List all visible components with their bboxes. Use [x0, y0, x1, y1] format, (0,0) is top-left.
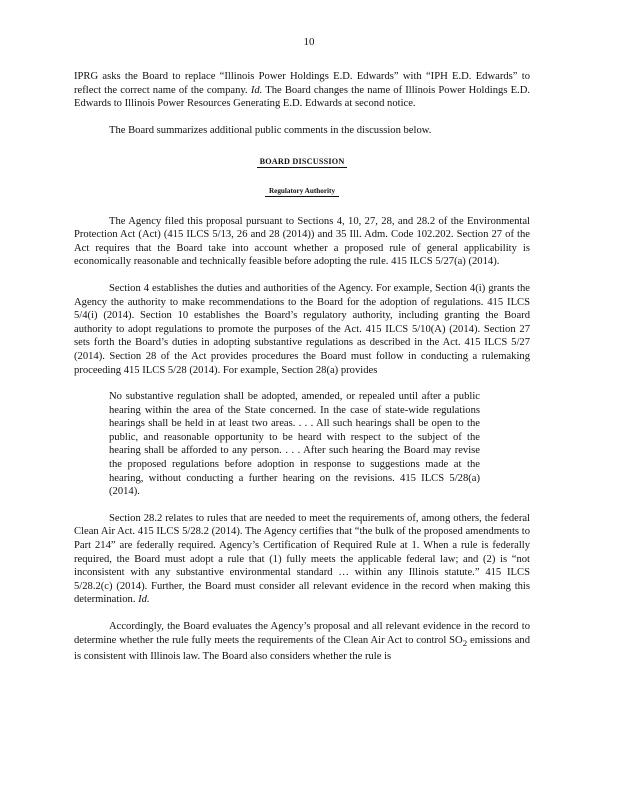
subheading-text: Regulatory Authority [265, 187, 339, 197]
subscript-2: 2 [462, 637, 468, 648]
paragraph-text: IPRG asks the Board to replace “Illinois Power Holdings E.D. Edwards” with “IPH E.D. Edwards” to reflect the correct name of the company. [74, 71, 530, 96]
subsection-heading [74, 185, 530, 199]
paragraph-iprg-request [74, 70, 530, 111]
paragraph-text: The Board changes the name of Illinois Power Holdings E.D. Edwards to Illinois Power Resources Generating E.D. Edwards at second notice. [74, 84, 530, 110]
heading-text: BOARD DISCUSSION [257, 157, 348, 168]
citation-id: Id. [250, 84, 263, 96]
paragraph-text: Accordingly, the Board evaluates the Agency’s proposal and all relevant evidence in the record to determine whether the rule fully meets the requirements of the Clean Air Act to control SO [74, 621, 530, 646]
page-number: 10 [303, 36, 315, 48]
paragraph-section-28-2 [74, 512, 530, 607]
document-body [74, 70, 530, 677]
citation-id: Id. [138, 594, 150, 606]
section-heading [74, 155, 530, 169]
paragraph-summary: The Board summarizes additional public comments in the discussion below. [109, 124, 432, 136]
paragraph-text: emissions and is consistent with Illinois law. The Board also considers whether the rule is [74, 634, 530, 663]
paragraph-text: Section 28.2 relates to rules that are needed to meet the requirements of, among others, the federal Clean Air Act. 415 ILCS 5/28.2 (2014). The Agency certifies that “the bulk of the proposed amendments to Part 214” are federally required. Agency’s Certification of Required Rule at 1. When a rule is federally required, the Board must adopt a rule that (1) fully meets the applicable federal law; and (2) is “not inconsistent with any substantive environmental standard … within any Illinois statute.” 415 ILCS 5/28.2(c) (2014). Further, the Board must consider all relevant evidence in the record when making this determination. [74, 512, 530, 606]
paragraph-section-4: Section 4 establishes the duties and authorities of the Agency. For example, Section 4(i) grants the Agency the authority to make recommendations to the Board for the adoption of regulations. 415 ILCS 5/4(i) (2014). Section 10 establishes the Board’s regulatory authority, including granting the Board authority to adopt regulations to promote the purposes of the Act. 415 ILCS 5/10(A) (2014). Section 27 sets forth the Board’s duties in adopting substantive regulations as described in the Act. 415 ILCS 5/27 (2014). Section 28 of the Act provides procedures the Board must follow in conducting a rulemaking proceeding 415 ILCS 5/28 (2014). For example, Section 28(a) provides [74, 282, 530, 376]
paragraph-agency-filing: The Agency filed this proposal pursuant to Sections 4, 10, 27, 28, and 28.2 of the Environmental Protection Act (Act) (415 ILCS 5/13, 26 and 28 (2014)) and 35 Ill. Adm. Code 102.202. Section 27 of the Act requires that the Board take into account whether a proposed rule of general applicability is economically reasonable and technically feasible before adopting the rule. 415 ILCS 5/27(a) (2014). [74, 215, 530, 268]
block-quote: No substantive regulation shall be adopted, amended, or repealed until after a public hearing within the area of the State concerned. In the case of state-wide regulations hearings shall be held in at least two areas. . . . All such hearings shall be open to the public, and reasonable opportunity to be heard with respect to the subject of the hearing shall be afforded to any person. . . . After such hearing the Board may revise the proposed regulations before adoption in response to suggestions made at the hearing, without conducting a further hearing on the revisions. 415 ILCS 5/28(a) (2014). [109, 391, 480, 498]
paragraph-accordingly [74, 620, 530, 664]
